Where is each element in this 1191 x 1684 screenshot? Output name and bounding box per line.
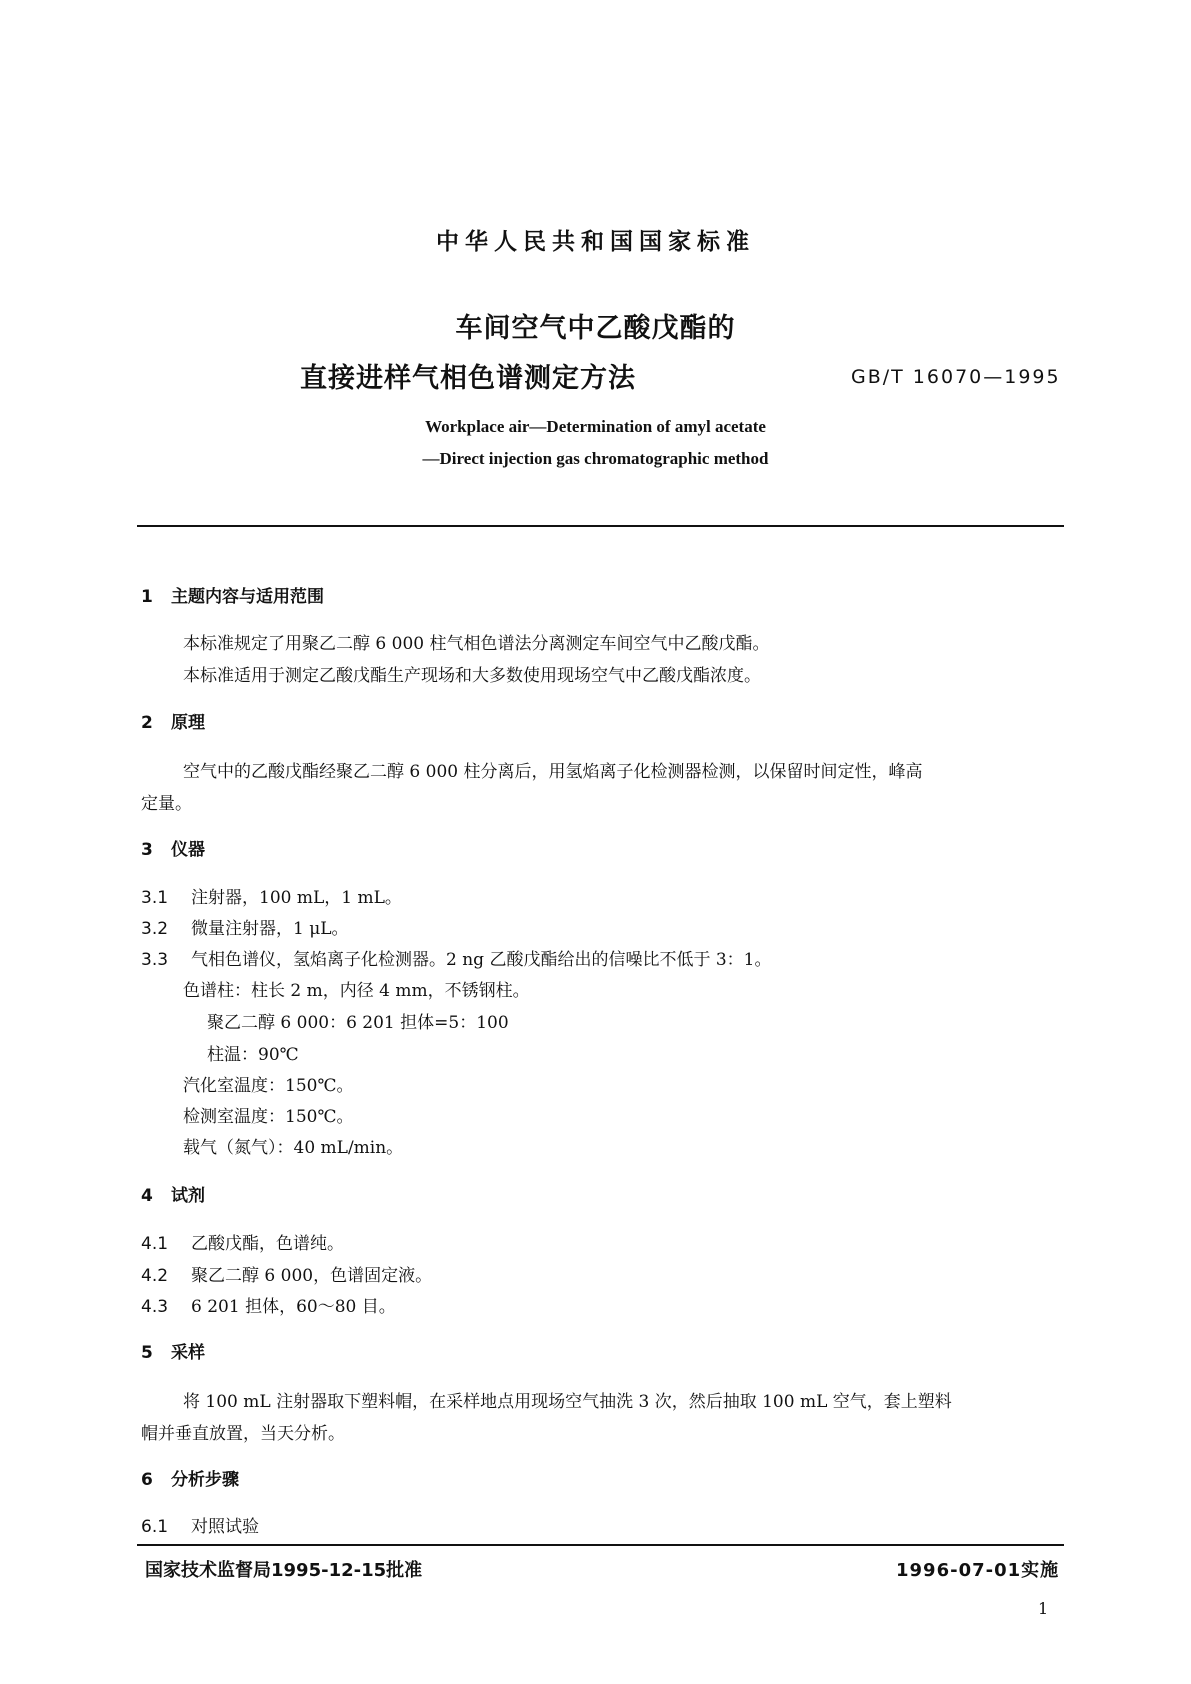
section-title: 采样 bbox=[171, 1343, 205, 1363]
clause-4-2 bbox=[141, 1261, 432, 1286]
implementation-date: 1996-07-01实施 bbox=[896, 1560, 1060, 1581]
clause-text: 气相色谱仪，氢焰离子化检测器。2 ng 乙酸戊酯给出的信噪比不低于 3：1。 bbox=[191, 950, 772, 970]
clause-4-1 bbox=[141, 1229, 344, 1254]
clause-number: 4.1 bbox=[141, 1234, 169, 1254]
clause-number: 3.1 bbox=[141, 888, 169, 908]
vaporizer-temperature: 汽化室温度：150℃。 bbox=[183, 1076, 354, 1096]
section-4-heading bbox=[141, 1181, 205, 1206]
section-number: 2 bbox=[141, 713, 153, 733]
english-title-line2: —Direct injection gas chromatographic method bbox=[422, 449, 769, 468]
carrier-gas: 载气（氮气）：40 mL/min。 bbox=[183, 1138, 404, 1158]
section-title: 仪器 bbox=[171, 840, 205, 860]
section-title: 原理 bbox=[171, 713, 205, 733]
section-3-heading bbox=[141, 835, 205, 860]
section-1-paragraph-2: 本标准适用于测定乙酸戊酯生产现场和大多数使用现场空气中乙酸戊酯浓度。 bbox=[183, 666, 761, 686]
clause-number: 4.2 bbox=[141, 1266, 169, 1286]
footer-rule bbox=[137, 1544, 1064, 1546]
clause-text: 对照试验 bbox=[191, 1517, 259, 1537]
clause-number: 3.2 bbox=[141, 919, 169, 939]
page-number: 1 bbox=[1038, 1599, 1049, 1618]
clause-4-3 bbox=[141, 1292, 396, 1317]
clause-6-1 bbox=[141, 1512, 259, 1537]
clause-text: 微量注射器，1 μL。 bbox=[191, 919, 349, 939]
column-temperature: 柱温：90℃ bbox=[207, 1045, 299, 1065]
clause-text: 6 201 担体，60～80 目。 bbox=[191, 1297, 396, 1317]
section-title: 分析步骤 bbox=[171, 1470, 239, 1490]
clause-number: 4.3 bbox=[141, 1297, 169, 1317]
section-5-paragraph-line-1: 将 100 mL 注射器取下塑料帽，在采样地点用现场空气抽洗 3 次，然后抽取 100 mL 空气，套上塑料 bbox=[183, 1392, 952, 1412]
section-title: 试剂 bbox=[171, 1186, 205, 1206]
clause-text: 聚乙二醇 6 000，色谱固定液。 bbox=[191, 1266, 433, 1286]
section-title: 主题内容与适用范围 bbox=[171, 587, 324, 607]
clause-3-1 bbox=[141, 883, 402, 908]
clause-3-3 bbox=[141, 945, 772, 970]
section-2-heading bbox=[141, 708, 205, 733]
clause-3-2 bbox=[141, 914, 349, 939]
section-2-paragraph-line-1: 空气中的乙酸戊酯经聚乙二醇 6 000 柱分离后，用氢焰离子化检测器检测，以保留时间定性，峰高 bbox=[183, 762, 923, 782]
standard-org-heading: 中华人民共和国国家标准 bbox=[436, 229, 755, 255]
english-title-line1: Workplace air—Determination of amyl acetate bbox=[425, 417, 766, 436]
section-5-paragraph-line-2: 帽并垂直放置，当天分析。 bbox=[141, 1424, 345, 1444]
detector-temperature: 检测室温度：150℃。 bbox=[183, 1107, 354, 1127]
clause-text: 乙酸戊酯，色谱纯。 bbox=[191, 1234, 344, 1254]
section-number: 3 bbox=[141, 840, 153, 860]
column-spec: 色谱柱：柱长 2 m，内径 4 mm，不锈钢柱。 bbox=[183, 981, 530, 1001]
clause-number: 6.1 bbox=[141, 1517, 169, 1537]
standard-number: GB/T 16070—1995 bbox=[851, 366, 1061, 388]
section-number: 6 bbox=[141, 1470, 153, 1490]
packing-ratio: 聚乙二醇 6 000：6 201 担体=5：100 bbox=[207, 1013, 509, 1033]
section-number: 5 bbox=[141, 1343, 153, 1363]
section-5-heading bbox=[141, 1338, 205, 1363]
section-1-paragraph-1: 本标准规定了用聚乙二醇 6 000 柱气相色谱法分离测定车间空气中乙酸戊酯。 bbox=[183, 634, 770, 654]
section-1-heading bbox=[141, 582, 324, 607]
header-rule bbox=[137, 525, 1064, 527]
section-2-paragraph-line-2: 定量。 bbox=[141, 794, 192, 814]
clause-text: 注射器，100 mL，1 mL。 bbox=[191, 888, 402, 908]
clause-number: 3.3 bbox=[141, 950, 169, 970]
section-6-heading bbox=[141, 1465, 239, 1490]
approval-date: 国家技术监督局1995-12-15批准 bbox=[145, 1560, 423, 1581]
section-number: 1 bbox=[141, 587, 153, 607]
document-title-line2: 直接进样气相色谱测定方法 bbox=[300, 363, 636, 394]
section-number: 4 bbox=[141, 1186, 153, 1206]
document-title-line1: 车间空气中乙酸戊酯的 bbox=[455, 313, 736, 344]
